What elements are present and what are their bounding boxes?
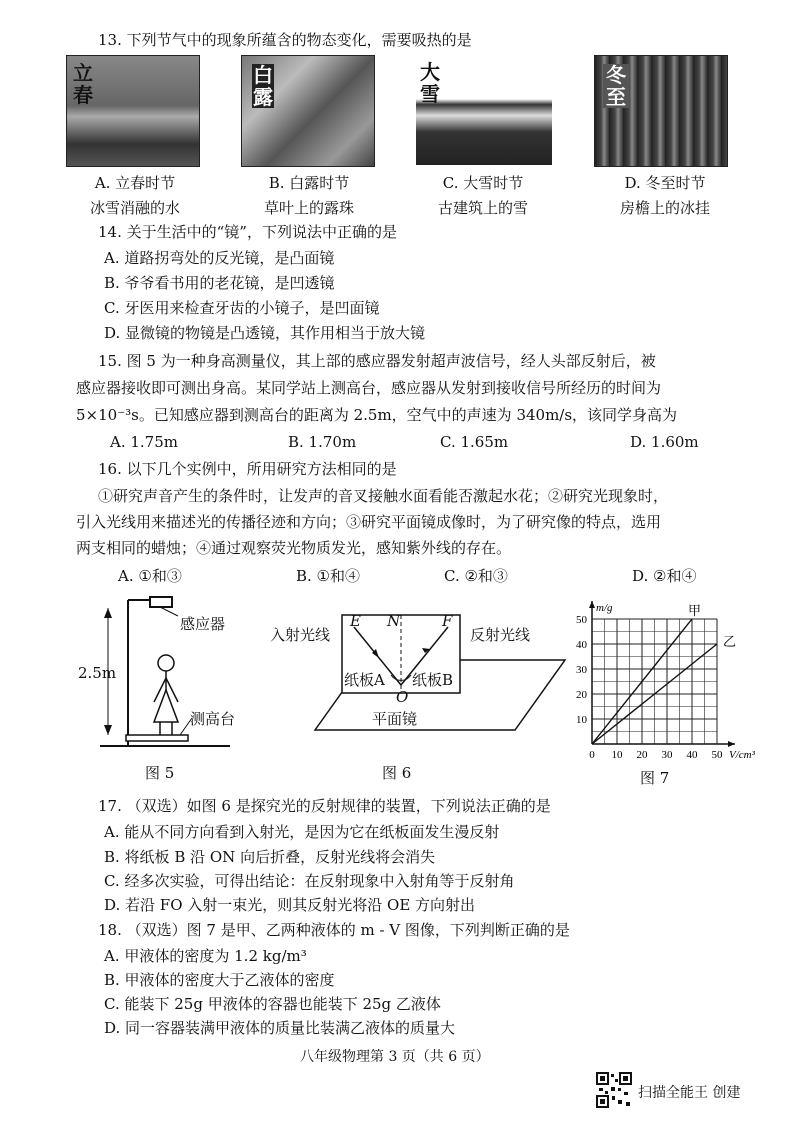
fig7-grid	[592, 619, 717, 744]
q15-line-3: 5×10⁻³s。已知感应器到测高台的距离为 2.5m，空气中的声速为 340m/s，该同学身高为	[76, 406, 678, 424]
q16-option-b: B. ①和④	[296, 567, 361, 585]
fig5-sensor-box	[150, 597, 172, 607]
x-axis-label: V/cm³	[729, 749, 755, 761]
x-tick-label: 10	[611, 749, 623, 761]
fig6-label-n: N	[387, 612, 401, 630]
fig6-label-e: E	[350, 612, 361, 630]
q17-option-c: C. 经多次实验，可得出结论：在反射现象中入射角等于反射角	[104, 872, 515, 890]
q13-option-c: C. 大雪时节	[442, 174, 524, 192]
fig5-head	[158, 655, 174, 671]
q16-line-3: 两支相同的蜡烛；④通过观察荧光物质发光，感知紫外线的存在。	[76, 539, 512, 557]
q13-image-b	[241, 55, 375, 167]
q13-image-c	[416, 55, 552, 165]
q13-seal-b: 白 露	[253, 63, 273, 109]
q13-image-a	[66, 55, 200, 167]
q16-option-c: C. ②和③	[444, 567, 508, 585]
q17-option-a: A. 能从不同方向看到入射光，是因为它在纸板面发生漫反射	[104, 823, 500, 841]
q16-line-1: ①研究声音产生的条件时，让发声的音叉接触水面看能否激起水花；②研究光现象时，	[98, 487, 669, 505]
y-tick-label: 20	[576, 689, 587, 701]
q17-title: 17. （双选）如图 6 是探究光的反射规律的装置，下列说法正确的是	[98, 797, 551, 815]
q18-option-b: B. 甲液体的密度大于乙液体的密度	[104, 971, 335, 989]
fig7-series	[592, 604, 736, 744]
fig5-height-label: 2.5m	[78, 664, 117, 682]
q15-line-2: 感应器接收即可测出身高。某同学站上测高台，感应器从发射到接收信号所经历的时间为	[76, 379, 662, 397]
q16-line-2: 引入光线用来描述光的传播径迹和方向；③研究平面镜成像时，为了研究像的特点，选用	[76, 513, 662, 531]
q15-option-c: C. 1.65m	[440, 433, 509, 451]
q15-option-d: D. 1.60m	[630, 433, 699, 451]
q17-option-b: B. 将纸板 B 沿 ON 向后折叠，反射光线将会消失	[104, 848, 436, 866]
q13-option-a: A. 立春时节	[94, 174, 176, 192]
fig5-caption: 图 5	[145, 764, 175, 782]
q15-option-b: B. 1.70m	[288, 433, 357, 451]
q17-option-d: D. 若沿 FO 入射一束光，则其反射光将沿 OE 方向射出	[104, 896, 476, 914]
series-label: 乙	[723, 635, 737, 650]
q16-option-a: A. ①和③	[118, 567, 182, 585]
q15-option-a: A. 1.75m	[110, 433, 178, 451]
x-tick-label: 50	[711, 749, 723, 761]
q15-line-1: 15. 图 5 为一种身高测量仪，其上部的感应器发射超声波信号，经人头部反射后，被	[98, 352, 656, 370]
x-tick-label: 40	[686, 749, 698, 761]
fig6-board-a-label: 纸板A	[344, 671, 385, 689]
q16-option-d: D. ②和④	[632, 567, 697, 585]
fig6-label-f: F	[442, 612, 453, 630]
q13-desc-b: 草叶上的露珠	[263, 199, 354, 217]
q18-option-a: A. 甲液体的密度为 1.2 kg/m³	[104, 947, 307, 965]
q13-option-d: D. 冬至时节	[624, 174, 706, 192]
q13-desc-c: 古建筑上的雪	[437, 199, 528, 217]
figure-5	[80, 590, 260, 790]
y-axis-arrow	[589, 601, 595, 608]
fig5-platform-label: 测高台	[190, 710, 236, 728]
q14-option-d: D. 显微镜的物镜是凸透镜，其作用相当于放大镜	[104, 324, 426, 342]
q14-option-a: A. 道路拐弯处的反光镜，是凸面镜	[104, 249, 335, 267]
q13-option-b: B. 白露时节	[268, 174, 350, 192]
fig5-arrow-top	[104, 608, 112, 618]
q18-option-d: D. 同一容器装满甲液体的质量比装满乙液体的质量大	[104, 1019, 456, 1037]
x-tick-label: 20	[636, 749, 648, 761]
q13-seal-d: 冬 至	[603, 64, 629, 108]
q14-option-c: C. 牙医用来检查牙齿的小镜子，是凹面镜	[104, 299, 380, 317]
figure-7-chart	[560, 592, 775, 767]
y-axis-label: m/g	[596, 602, 613, 614]
q13-desc-a: 冰雪消融的水	[89, 199, 180, 217]
fig6-mirror-label: 平面镜	[372, 710, 418, 728]
fig6-incident-label: 入射光线	[270, 626, 331, 644]
q13-seal-a: 立 春	[73, 61, 93, 107]
q13-desc-d: 房檐上的冰挂	[619, 199, 710, 217]
fig7-caption: 图 7	[640, 769, 670, 787]
x-axis-arrow	[728, 741, 735, 747]
fig7-axes	[589, 601, 735, 747]
q14-option-b: B. 爷爷看书用的老花镜，是凹透镜	[104, 274, 335, 292]
x-tick-label: 0	[589, 749, 595, 761]
y-tick-label: 30	[576, 664, 587, 676]
fig6-caption: 图 6	[382, 764, 412, 782]
page-number: 八年级物理第 3 页（共 6 页）	[300, 1049, 490, 1065]
q13-title: 13. 下列节气中的现象所蕴含的物态变化，需要吸热的是	[98, 31, 472, 49]
x-tick-label: 30	[661, 749, 673, 761]
q16-title: 16. 以下几个实例中，所用研究方法相同的是	[98, 460, 397, 478]
y-tick-label: 40	[576, 639, 587, 651]
y-tick-label: 50	[576, 614, 587, 626]
scanner-watermark: 扫描全能王 创建	[638, 1085, 741, 1101]
fig5-sensor-label: 感应器	[180, 615, 226, 633]
series-label: 甲	[688, 604, 702, 619]
fig6-reflected-label: 反射光线	[470, 626, 531, 644]
q18-option-c: C. 能装下 25g 甲液体的容器也能装下 25g 乙液体	[104, 995, 441, 1013]
y-tick-label: 10	[576, 714, 587, 726]
q18-title: 18. （双选）图 7 是甲、乙两种液体的 m - V 图像，下列判断正确的是	[98, 921, 570, 939]
q13-image-d	[594, 55, 728, 167]
fig5-platform	[126, 735, 188, 741]
qr-code-icon	[596, 1072, 632, 1108]
fig6-board-b-label: 纸板B	[412, 671, 454, 689]
fig5-sensor-leader	[160, 607, 178, 616]
fig5-arrow-bottom	[104, 725, 112, 735]
q13-seal-c: 大 雪	[420, 60, 440, 106]
fig6-label-o: O	[396, 688, 409, 706]
q14-title: 14. 关于生活中的“镜”，下列说法中正确的是	[98, 223, 397, 241]
